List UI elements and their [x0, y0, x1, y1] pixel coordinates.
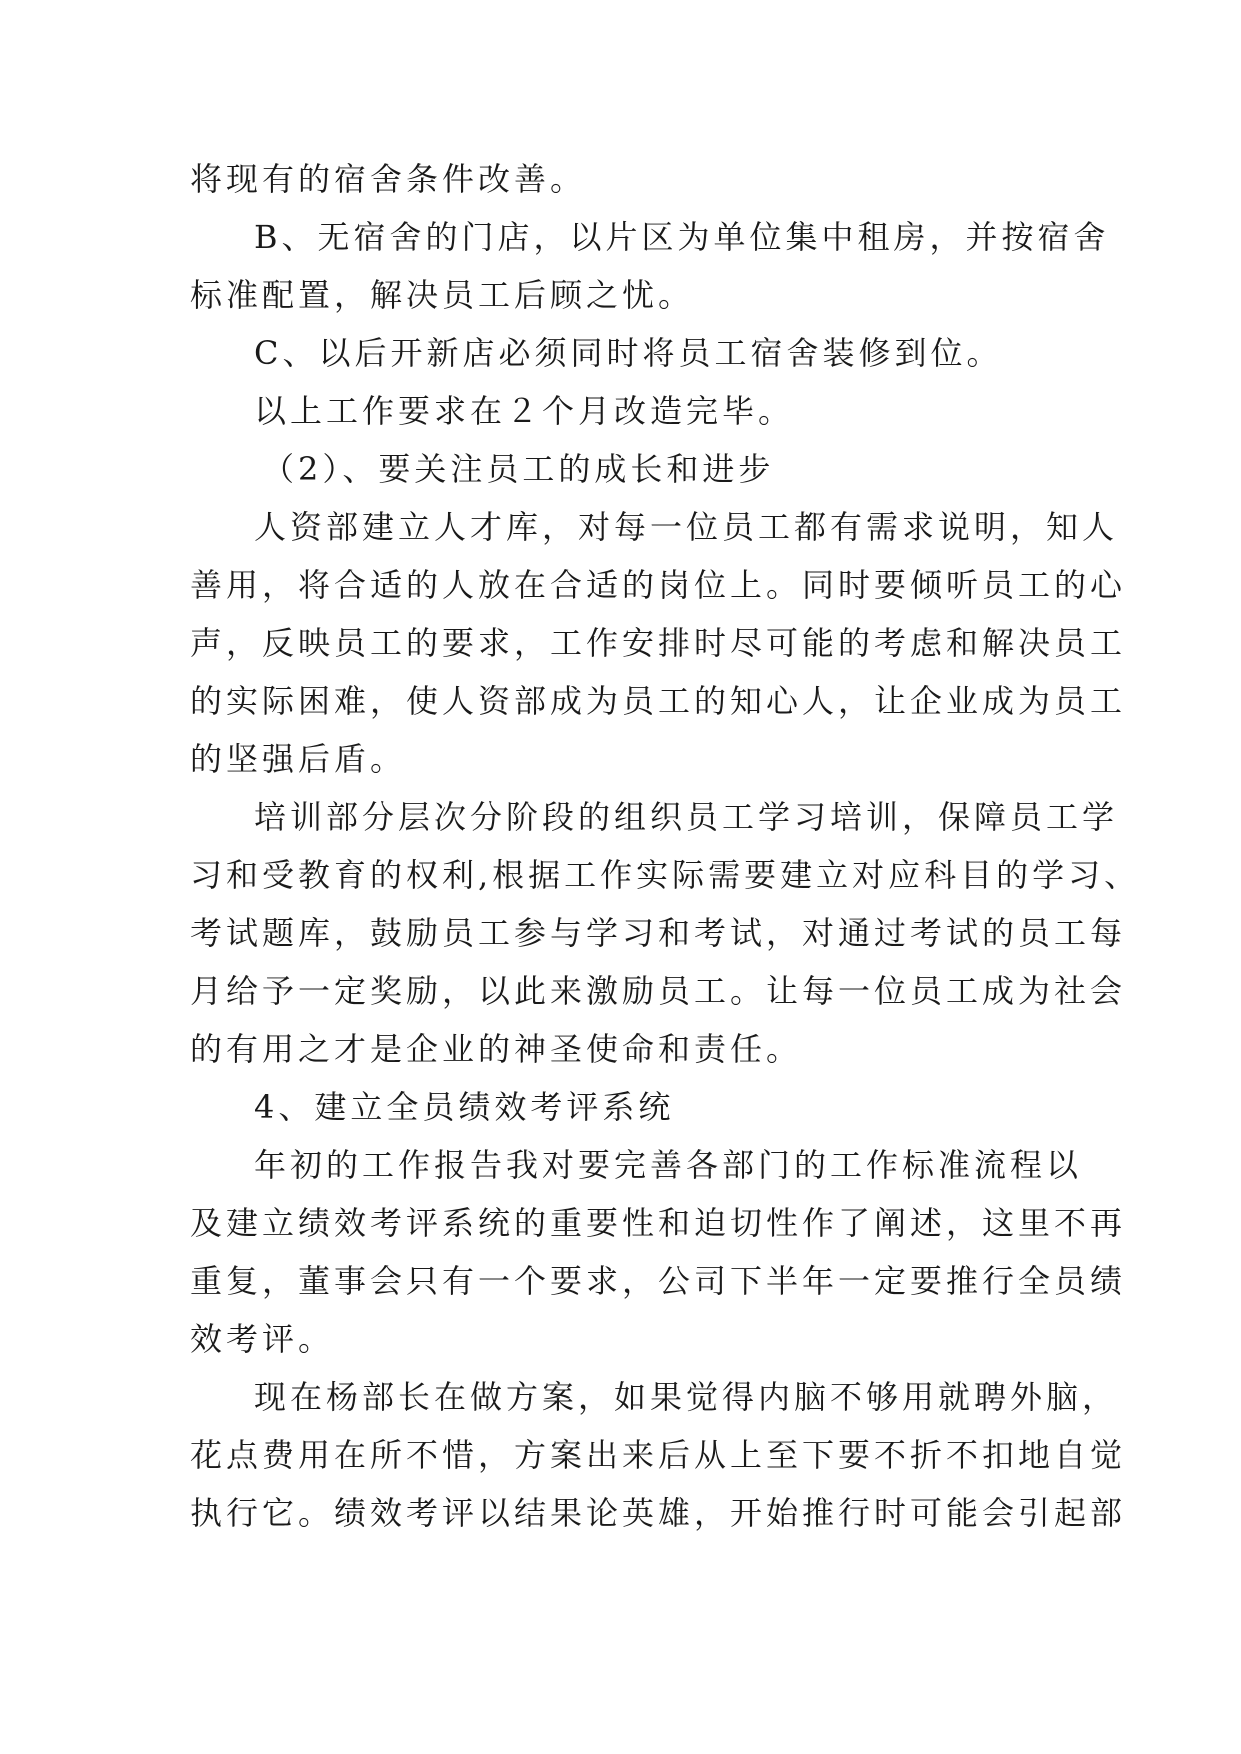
text-line: 的实际困难，使人资部成为员工的知心人，让企业成为员工 — [190, 682, 1127, 720]
text-line: B、无宿舍的门店，以片区为单位集中租房，并按宿舍 — [254, 218, 1110, 256]
text-line: C、以后开新店必须同时将员工宿舍装修到位。 — [254, 334, 1003, 372]
text-line: 现在杨部长在做方案，如果觉得内脑不够用就聘外脑， — [254, 1378, 1119, 1416]
document-body — [190, 150, 1141, 1542]
text-line: 人资部建立人才库，对每一位员工都有需求说明，知人 — [254, 508, 1119, 546]
text-line: 月给予一定奖励，以此来激励员工。让每一位员工成为社会 — [190, 972, 1127, 1010]
text-line: 习和受教育的权利,根据工作实际需要建立对应科目的学习、 — [190, 856, 1141, 894]
text-line: 标准配置，解决员工后顾之忧。 — [190, 276, 695, 314]
text-line: 执行它。绩效考评以结果论英雄，开始推行时可能会引起部 — [190, 1494, 1127, 1532]
text-line: 及建立绩效考评系统的重要性和迫切性作了阐述，这里不再 — [190, 1204, 1127, 1242]
text-line: 以上工作要求在２个月改造完毕。 — [254, 392, 795, 430]
text-line: 花点费用在所不惜，方案出来后从上至下要不折不扣地自觉 — [190, 1436, 1127, 1474]
text-line: 考试题库，鼓励员工参与学习和考试，对通过考试的员工每 — [190, 914, 1127, 952]
section-heading: （2）、要关注员工的成长和进步 — [262, 450, 775, 488]
text-line: 重复，董事会只有一个要求，公司下半年一定要推行全员绩 — [190, 1262, 1127, 1300]
text-line: 培训部分层次分阶段的组织员工学习培训，保障员工学 — [254, 798, 1119, 836]
text-line: 的坚强后盾。 — [190, 740, 407, 778]
text-line: 的有用之才是企业的神圣使命和责任。 — [190, 1030, 803, 1068]
text-line: 声，反映员工的要求，工作安排时尽可能的考虑和解决员工 — [190, 624, 1127, 662]
section-heading: 4、建立全员绩效考评系统 — [254, 1088, 675, 1126]
text-line: 年初的工作报告我对要完善各部门的工作标准流程以 — [254, 1146, 1083, 1184]
text-line: 善用，将合适的人放在合适的岗位上。同时要倾听员工的心 — [190, 566, 1127, 604]
text-line: 效考评。 — [190, 1320, 335, 1358]
text-line: 将现有的宿舍条件改善。 — [190, 160, 587, 198]
